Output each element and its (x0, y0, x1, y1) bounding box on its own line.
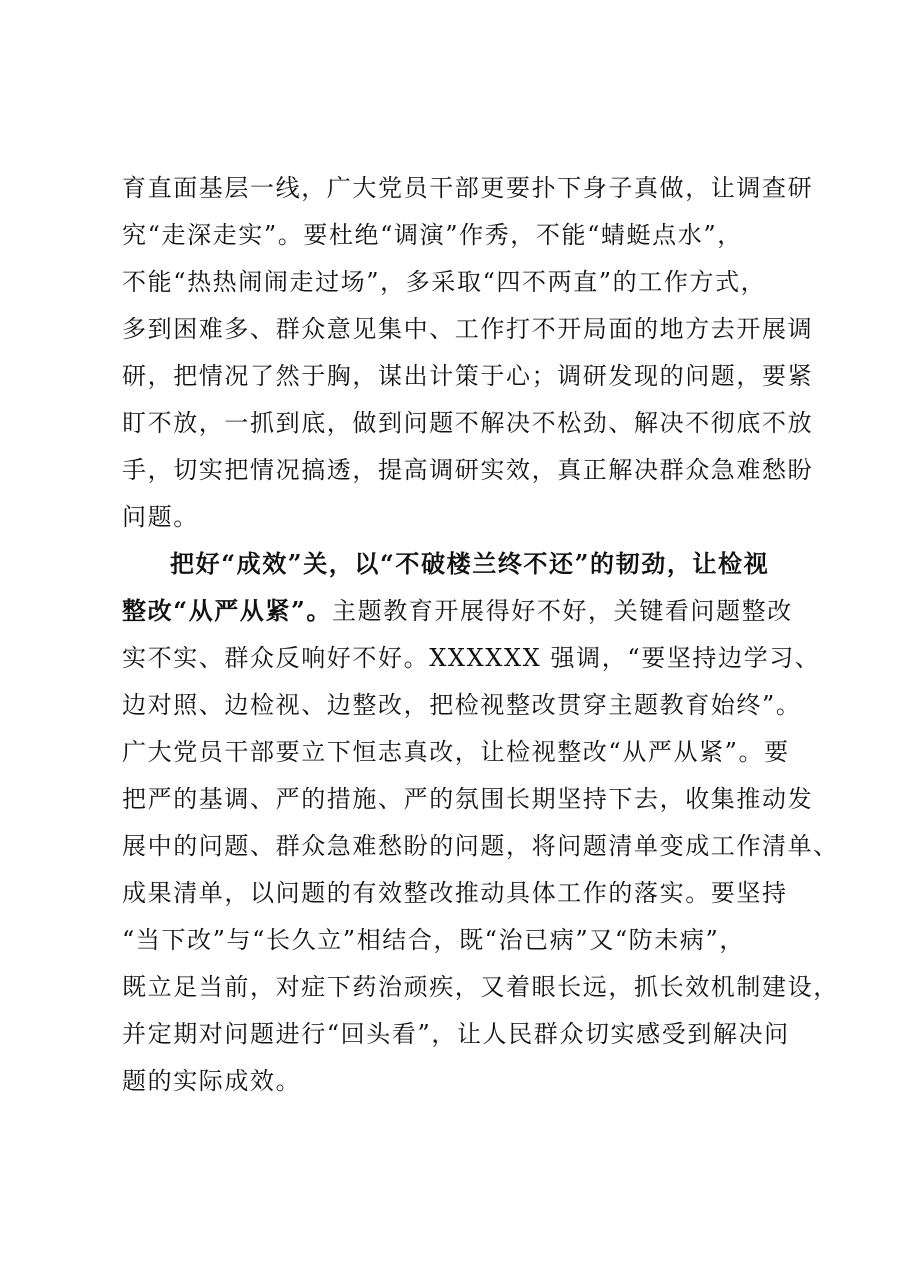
paragraph-line: 广大党员干部要立下恒志真改，让检视整改“从严从紧”。要 (122, 738, 790, 766)
paragraph-line (122, 596, 793, 626)
paragraph-text: 主题教育开展得好不好，关键看问题整改 (332, 597, 793, 625)
paragraph-line: 研，把情况了然于胸，谋出计策于心；调研发现的问题，要紧 (122, 362, 814, 390)
paragraph-line: 把严的基调、严的措施、严的氛围长期坚持下去，收集推动发 (122, 785, 814, 813)
paragraph-line: 手，切实把情况搞透，提高调研实效，真正解决群众急难愁盼 (122, 456, 814, 484)
paragraph-line: 实不实、群众反响好不好。XXXXXX 强调，“要坚持边学习、 (122, 644, 821, 672)
paragraph-line: 多到困难多、群众意见集中、工作打不开局面的地方去开展调 (122, 315, 814, 343)
paragraph-line: 展中的问题、群众急难愁盼的问题，将问题清单变成工作清单、 (122, 832, 839, 860)
paragraph-line: 并定期对问题进行“回头看”，让人民群众切实感受到解决问 (122, 1020, 790, 1048)
paragraph-line: 不能“热热闹闹走过场”，多采取“四不两直”的工作方式， (122, 268, 767, 296)
section-heading-continuation: 整改“从严从紧”。 (122, 596, 333, 625)
paragraph-line: 边对照、边检视、边整改，把检视整改贯穿主题教育始终”。 (122, 691, 802, 719)
paragraph-line: 盯不放，一抓到底，做到问题不解决不松劲、解决不彻底不放 (122, 409, 814, 437)
paragraph-line: 究“走深走实”。要杜绝“调演”作秀，不能“蜻蜓点水”， (122, 221, 743, 249)
paragraph-line: 既立足当前，对症下药治顽疾，又着眼长远，抓长效机制建设， (122, 973, 839, 1001)
paragraph-line: “当下改”与“长久立”相结合，既“治已病”又“防未病”， (122, 926, 745, 954)
paragraph-line: 题的实际成效。 (122, 1067, 302, 1095)
paragraph-line: 育直面基层一线，广大党员干部更要扑下身子真做，让调查研 (122, 174, 814, 202)
paragraph-line: 问题。 (122, 503, 199, 531)
paragraph-line: 成果清单，以问题的有效整改推动具体工作的落实。要坚持 (122, 879, 788, 907)
section-heading: 把好“成效”关，以“不破楼兰终不还”的韧劲，让检视 (170, 549, 770, 578)
